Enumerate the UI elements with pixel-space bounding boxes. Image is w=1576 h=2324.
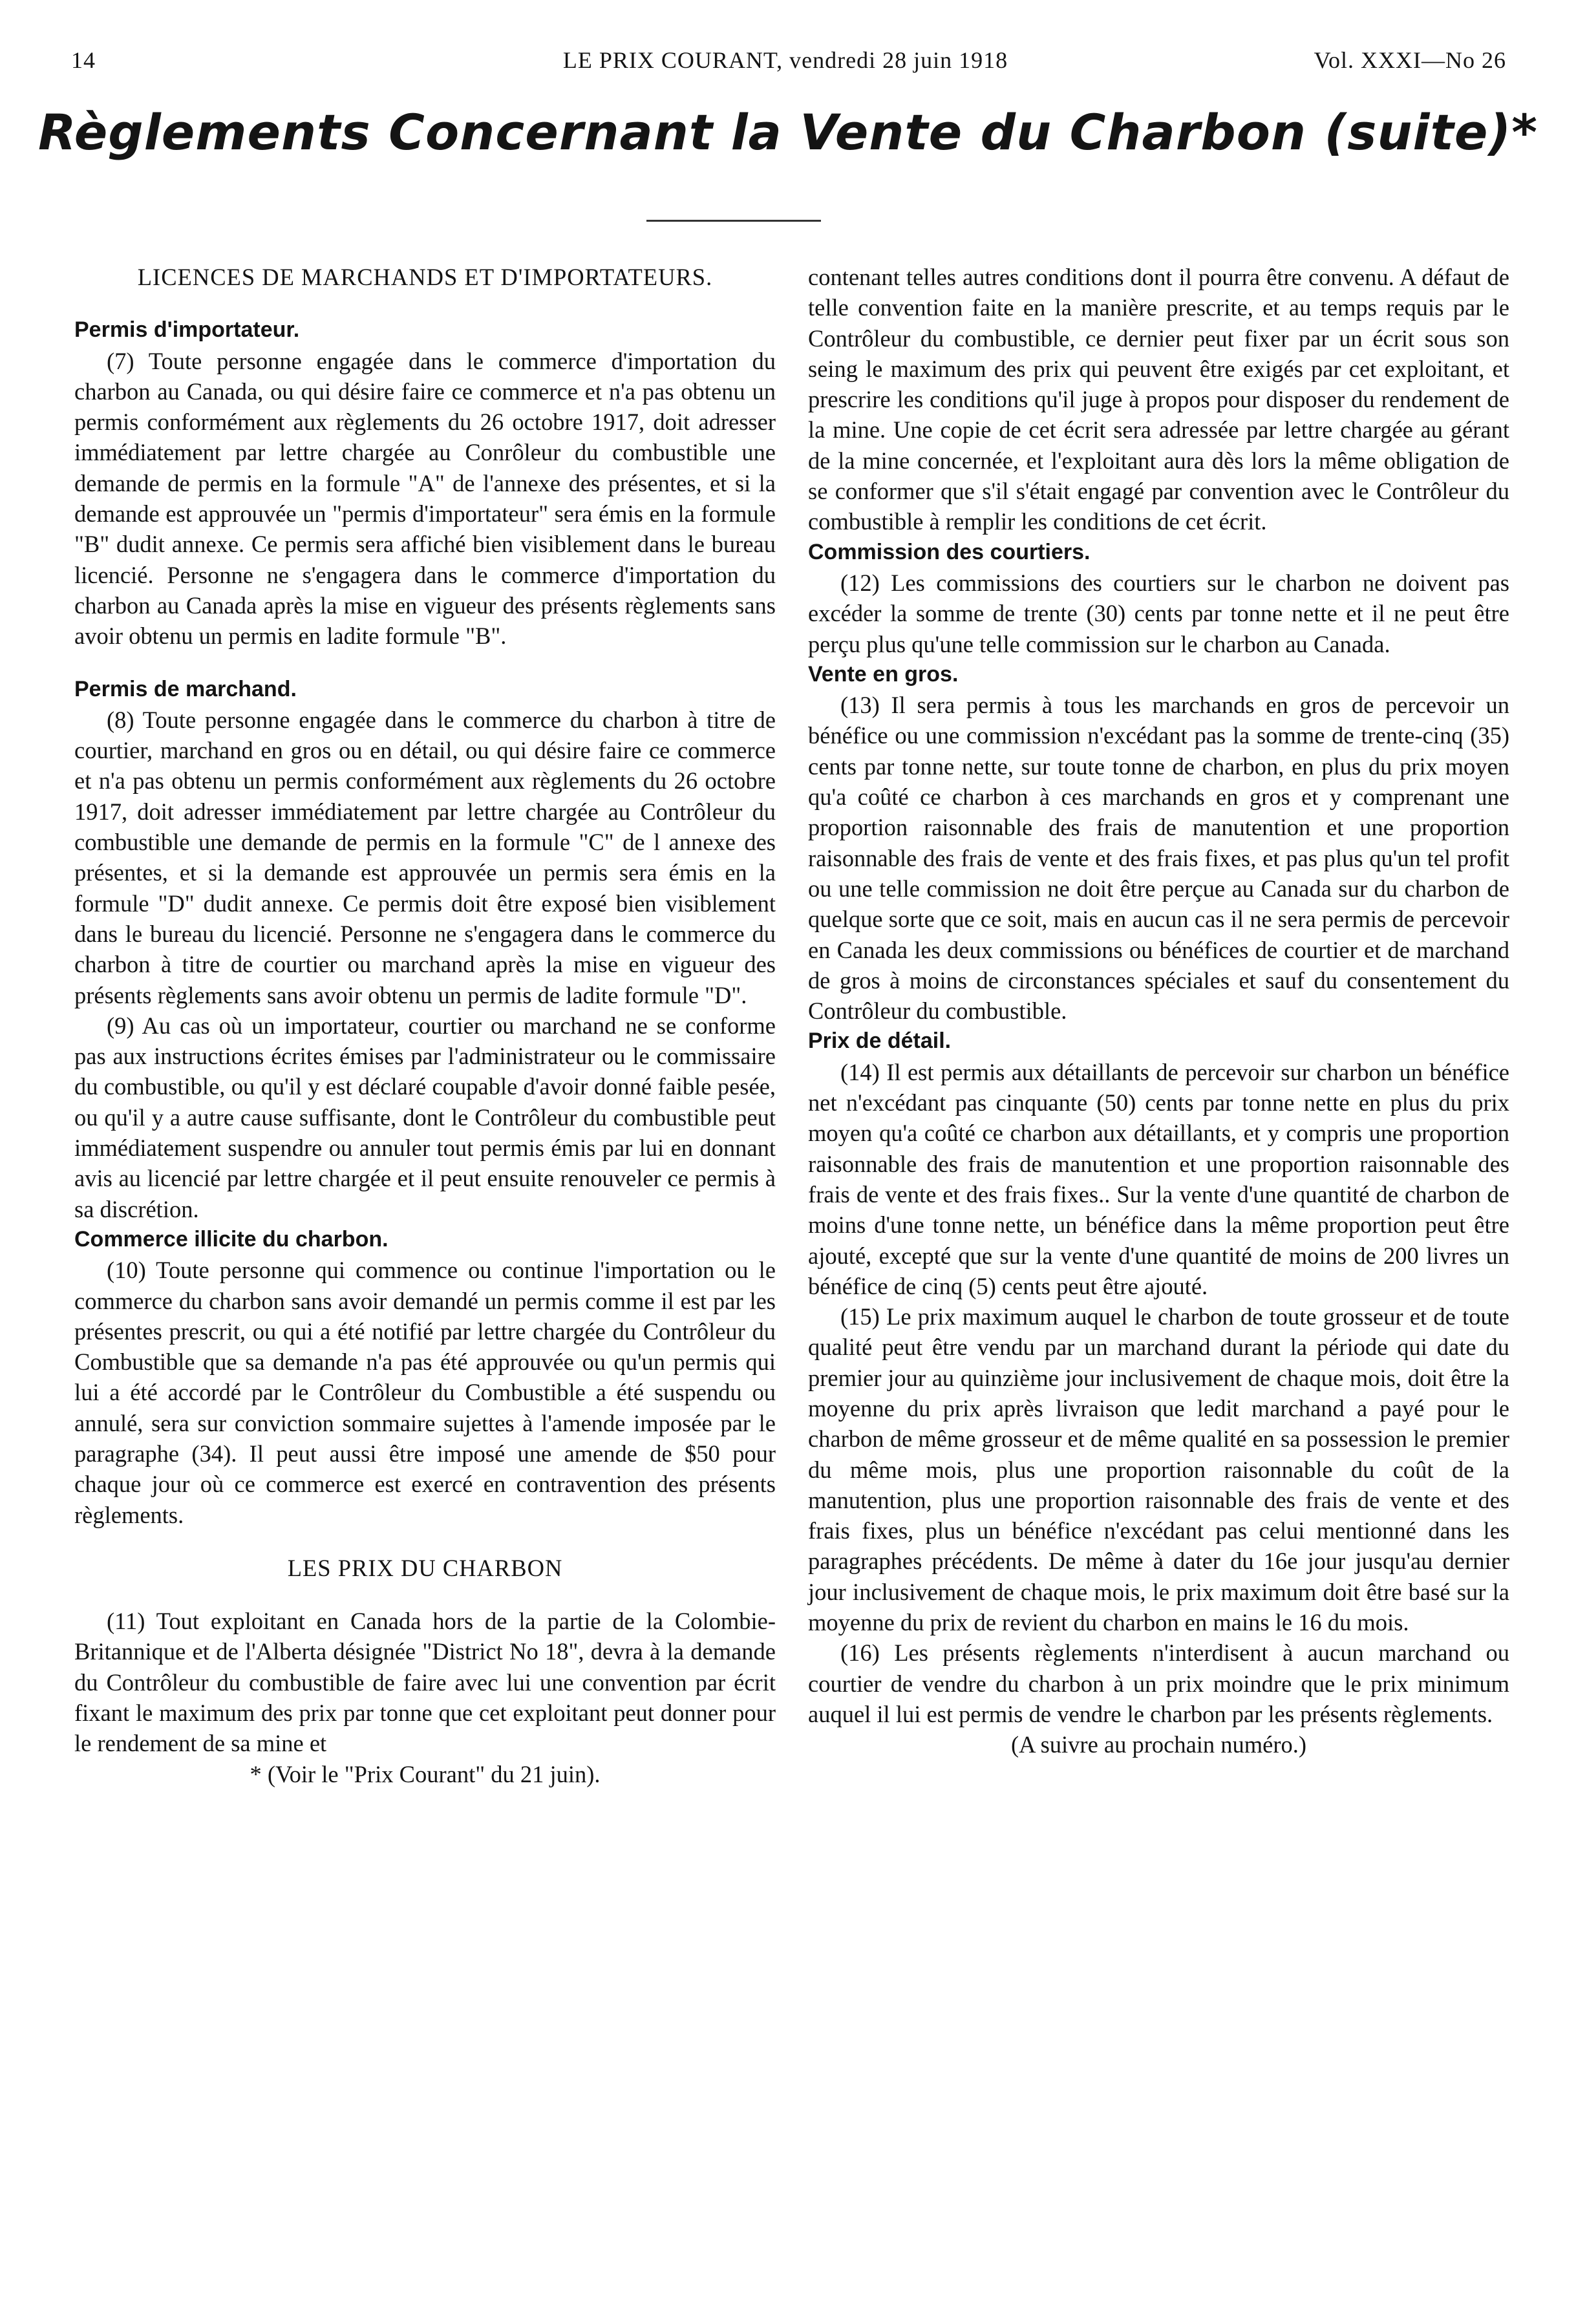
subheading-commission-courtiers: Commission des courtiers.	[808, 539, 1091, 564]
paragraph-11: (11) Tout exploitant en Canada hors de la partie de la Colombie-Britannique et de l'Alberta désignée "District No 18", devra à la demande du Contrôleur du combustible de faire avec lui une convention par écrit fixant le maximum des prix par tonne que cet exploitant peut donner pour le rendement de sa mine et	[74, 1608, 776, 1757]
subheading-prix-detail: Prix de détail.	[808, 1029, 952, 1054]
page-number: 14	[71, 47, 96, 73]
article-title: Règlements Concernant la Vente du Charbon (suite)*	[38, 103, 1538, 161]
subheading-vente-en-gros: Vente en gros.	[808, 661, 959, 687]
to-be-continued: (A suivre au prochain numéro.)	[1010, 1731, 1307, 1758]
subheading-commerce-illicite: Commerce illicite du charbon.	[74, 1226, 389, 1252]
paragraph-8: (8) Toute personne engagée dans le commerce du charbon à titre de courtier, marchand en gros ou en détail, ou qui désire faire ce commerce et n'a pas obtenu un permis conformément aux règlements du 26 octobre 1917, doit adresser immédiatement par lettre chargée au Contrôleur du combustible une demande de permis en la formule "C" de l annexe des présentes, et si la demande est approuvée un permis sera émis en la formule "D" dudit annexe. Ce permis doit être exposé bien visiblement dans le bureau du licencié. Personne ne s'engagera dans le commerce du charbon à titre de courtier ou marchand après la mise en vigueur des présents règlements sans avoir obtenu un permis de ladite formule "D".	[74, 706, 776, 1008]
spacer	[74, 292, 776, 315]
left-column	[74, 262, 776, 1789]
paragraph-7: (7) Toute personne engagée dans le commerce d'importation du charbon au Canada, ou qui désire faire ce commerce et n'a pas obtenu un permis conformément aux règlements du 26 octobre 1917, doit adresser immédiatement par lettre chargée au Conrôleur du combustible une demande de permis en la formule "A" de l'annexe des présentes, et si la demande est approuvée un "permis d'importateur" sera émis en la formule "B" dudit annexe. Ce permis sera affiché bien visiblement dans le bureau licencié. Personne ne s'engagera dans le commerce d'importation du charbon au Canada après la mise en vigueur des présents règlements sans avoir obtenu un permis en ladite formule "B".	[74, 347, 776, 650]
title-divider	[646, 220, 821, 222]
spacer	[74, 652, 776, 674]
paragraph-15: (15) Le prix maximum auquel le charbon de toute grosseur et de toute qualité peut être vendu par un marchand durant la période qui date du premier jour au quinzième jour inclusivement de chaque mois, doit être la moyenne du prix après livraison que ledit marchand a payé pour le charbon de même grosseur et de même qualité en sa possession le premier du même mois, plus une proportion raisonnable du coût de la manutention, plus une proportion raisonnable des frais de vente et des frais fixes, plus un bénéfice n'excédant pas celui mentionné dans les paragraphes précédents. De même à dater du 16e jour jusqu'au dernier jour inclusivement de chaque mois, le prix maximum doit être basé sur la moyenne du prix de revient du charbon en mains le 16 du mois.	[808, 1303, 1509, 1636]
volume-number: Vol. XXXI—No 26	[1314, 47, 1506, 73]
paragraph-13: (13) Il sera permis à tous les marchands en gros de percevoir un bénéfice ou une commission n'excédant pas la somme de trente-cinq (35) cents par tonne nette, sur toute tonne de charbon, en plus du prix moyen qu'a coûté ce charbon à ces marchands en gros et y comprenant une proportion raisonnable des frais de manutention et une proportion raisonnable des frais de vente et des frais fixes, et pas plus qu'un tel profit ou une telle commission ne doit être perçue au Canada sur du charbon de quelque sorte que ce soit, mais en aucun cas il ne sera permis de percevoir en Canada les deux commissions ou bénéfices de courtier et de marchand de gros à moins de circonstances spéciales et sauf du consentement du Contrôleur du combustible.	[808, 692, 1509, 1025]
paragraph-16: (16) Les présents règlements n'interdisent à aucun marchand ou courtier de vendre du charbon à un prix moindre que le prix minimum auquel il lui est permis de vendre le charbon par les présents règlements.	[808, 1639, 1509, 1727]
spacer	[74, 1583, 776, 1606]
section-heading-licences: LICENCES DE MARCHANDS ET D'IMPORTATEURS.	[137, 264, 713, 290]
paragraph-9: (9) Au cas où un importateur, courtier ou marchand ne se conforme pas aux instructions écrites émises par l'administrateur ou le commissaire du combustible, ou qu'il y est déclaré coupable d'avoir donné faible pesée, ou qu'il y a autre cause suffisante, dont le Contrôleur du combustible peut immédiatement suspendre ou annuler tout permis émis par lui en donnant avis au licencié par lettre chargée et il peut ensuite renouveler ce permis à sa discrétion.	[74, 1012, 776, 1222]
right-column	[808, 262, 1509, 1760]
spacer	[74, 1530, 776, 1553]
paragraph-14: (14) Il est permis aux détaillants de percevoir sur charbon un bénéfice net n'excédant pas cinquante (50) cents par tonne nette en plus du prix moyen qu'a coûté ce charbon aux détaillants, et y compris une proportion raisonnable des frais de manutention et une proportion raisonnable des frais de vente et des frais fixes.. Sur la vente d'une quantité de charbon de moins d'une tonne nette, un bénéfice dans la même proportion peut être ajouté, excepté que sur la vente d'une quantité de moins de 200 livres un bénéfice de cinq (5) cents peut être ajouté.	[808, 1058, 1509, 1299]
subheading-permis-importateur: Permis d'importateur.	[74, 317, 300, 343]
section-heading-prix: LES PRIX DU CHARBON	[287, 1554, 563, 1581]
paragraph-12: (12) Les commissions des courtiers sur le charbon ne doivent pas excéder la somme de trente (30) cents par tonne nette et il ne peut être perçu plus qu'une telle commission sur le charbon au Canada.	[808, 569, 1509, 657]
publication-line: LE PRIX COURANT, vendredi 28 juin 1918	[562, 47, 1008, 73]
paragraph-11-continued: contenant telles autres conditions dont il pourra être convenu. A défaut de telle convention faite en la manière prescrite, et au temps requis par le Contrôleur du combustible, ce dernier peut fixer par un écrit sous son seing le maximum des prix qui peuvent être exigés par cet exploitant, et prescrire les conditions qu'il juge à propos pour disposer du rendement de la mine. Une copie de cet écrit sera adressée par lettre chargée au gérant de la mine concernée, et l'exploitant aura dès lors la même obligation de se conformer que s'il s'était engagé par convention avec le Contrôleur du combustible à remplir les conditions de cet écrit.	[808, 264, 1509, 535]
footnote: * (Voir le "Prix Courant" du 21 juin).	[250, 1760, 601, 1787]
running-header	[65, 47, 1506, 85]
paragraph-10: (10) Toute personne qui commence ou continue l'importation ou le commerce du charbon sans avoir demandé un permis comme il est par les présentes prescrit, ou qui a été notifié par lettre chargée du Contrôleur du Combustible que sa demande n'a pas été approuvée ou qu'un permis qui lui a été accordé par le Contrôleur du Combustible a été suspendu ou annulé, sera sur conviction sommaire sujettes à l'amende imposée par le paragraphe (34). Il peut aussi être imposé une amende de $50 pour chaque jour où ce commerce est exercé en contravention des présents règlements.	[74, 1257, 776, 1528]
subheading-permis-marchand: Permis de marchand.	[74, 676, 297, 701]
